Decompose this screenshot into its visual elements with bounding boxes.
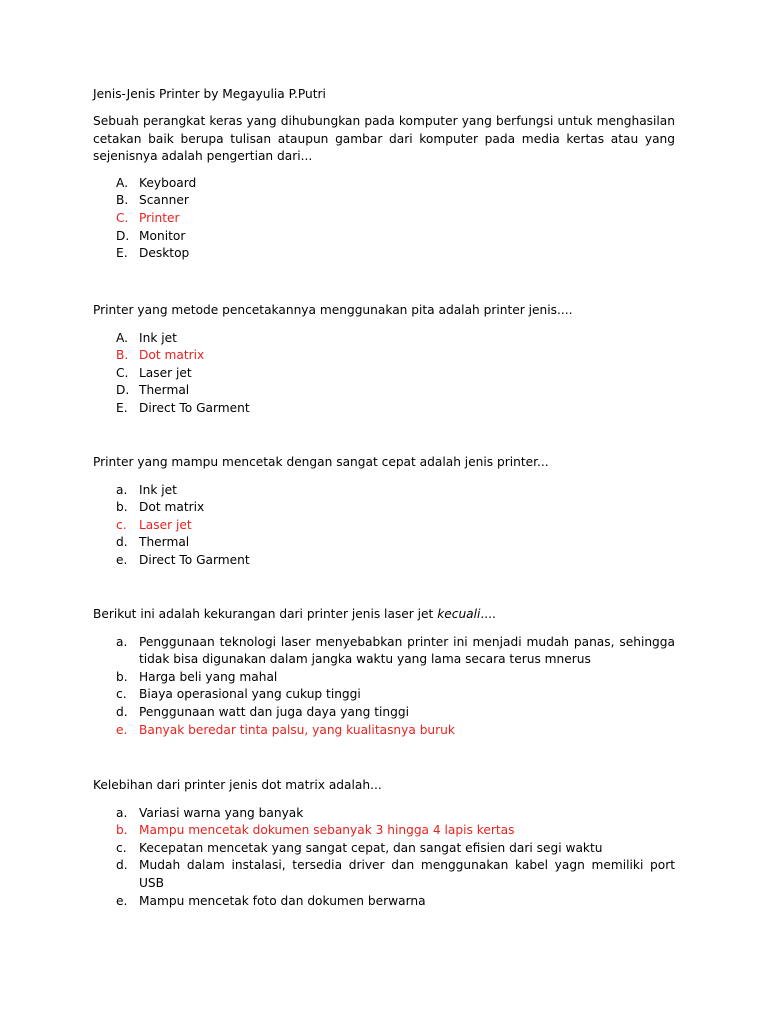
option-text: Direct To Garment bbox=[139, 400, 250, 415]
question-1-option-a bbox=[93, 175, 675, 193]
question-5-options bbox=[93, 805, 675, 911]
option-letter: a. bbox=[116, 482, 128, 497]
question-5-text: Kelebihan dari printer jenis dot matrix adalah... bbox=[93, 778, 382, 792]
option-text: Desktop bbox=[139, 246, 190, 261]
question-3 bbox=[93, 454, 675, 570]
option-letter: b. bbox=[116, 823, 128, 838]
option-letter: D. bbox=[116, 383, 130, 398]
option-text: Ink jet bbox=[139, 330, 177, 345]
question-3-option-b bbox=[93, 499, 675, 517]
question-4-text bbox=[93, 606, 675, 624]
document-title: Jenis-Jenis Printer by Megayulia P.Putri bbox=[93, 87, 326, 101]
question-2-option-e bbox=[93, 400, 675, 418]
option-letter: C. bbox=[116, 210, 129, 225]
option-letter: b. bbox=[116, 669, 128, 684]
question-1-text: Sebuah perangkat keras yang dihubungkan pada komputer yang berfungsi untuk menghasilan cetakan baik berupa tulisan ataupun gambar dari komputer pada media kertas atau yang sejenisnya adalah pengertian dari... bbox=[93, 114, 675, 164]
question-5-option-d bbox=[93, 857, 675, 892]
option-text: Mampu mencetak dokumen sebanyak 3 hingga 4 lapis kertas bbox=[139, 823, 515, 838]
question-1-option-b bbox=[93, 192, 675, 210]
question-5-option-b bbox=[93, 822, 675, 840]
option-letter: C. bbox=[116, 365, 129, 380]
option-letter: E. bbox=[116, 400, 128, 415]
option-text: Laser jet bbox=[139, 365, 192, 380]
option-letter: b. bbox=[116, 500, 128, 515]
option-text: Penggunaan teknologi laser menyebabkan printer ini menjadi mudah panas, sehingga tidak bisa digunakan dalam jangka waktu yang lama secara terus mnerus bbox=[139, 634, 675, 667]
option-text: Mudah dalam instalasi, tersedia driver dan menggunakan kabel yagn memiliki port USB bbox=[139, 858, 675, 890]
question-2 bbox=[93, 302, 675, 418]
option-letter: B. bbox=[116, 193, 129, 208]
question-5-option-e bbox=[93, 893, 675, 911]
question-3-option-d bbox=[93, 534, 675, 552]
question-2-option-a bbox=[93, 330, 675, 348]
option-letter: B. bbox=[116, 348, 129, 363]
option-text: Laser jet bbox=[139, 517, 192, 532]
option-text: Banyak beredar tinta palsu, yang kualitasnya buruk bbox=[139, 722, 455, 737]
option-text: Mampu mencetak foto dan dokumen berwarna bbox=[139, 893, 426, 908]
question-4-option-c bbox=[93, 686, 675, 704]
option-letter: A. bbox=[116, 175, 128, 190]
question-2-options bbox=[93, 330, 675, 418]
option-text: Printer bbox=[139, 210, 180, 225]
question-4-option-d bbox=[93, 704, 675, 722]
question-4-option-b bbox=[93, 669, 675, 687]
option-text: Keyboard bbox=[139, 175, 197, 190]
question-3-text: Printer yang mampu mencetak dengan sangat cepat adalah jenis printer... bbox=[93, 455, 549, 469]
question-2-option-c bbox=[93, 365, 675, 383]
option-letter: E. bbox=[116, 246, 128, 261]
option-text: Variasi warna yang banyak bbox=[139, 805, 304, 820]
question-4-text-emphasis: kecuali bbox=[437, 607, 481, 621]
question-1-options bbox=[93, 175, 675, 263]
option-letter: d. bbox=[116, 535, 128, 550]
question-1-option-e bbox=[93, 245, 675, 263]
option-letter: a. bbox=[116, 805, 128, 820]
question-3-option-a bbox=[93, 482, 675, 500]
option-text: Direct To Garment bbox=[139, 552, 250, 567]
question-1-option-c bbox=[93, 210, 675, 228]
question-4-options bbox=[93, 634, 675, 740]
option-text: Dot matrix bbox=[139, 348, 205, 363]
option-letter: c. bbox=[116, 687, 127, 702]
option-text: Thermal bbox=[139, 535, 190, 550]
question-5-option-c bbox=[93, 840, 675, 858]
question-4-text-end: .... bbox=[480, 607, 496, 621]
option-text: Monitor bbox=[139, 228, 186, 243]
question-5 bbox=[93, 777, 675, 910]
option-letter: e. bbox=[116, 552, 128, 567]
option-letter: c. bbox=[116, 517, 127, 532]
option-text: Biaya operasional yang cukup tinggi bbox=[139, 687, 361, 702]
option-letter: c. bbox=[116, 840, 127, 855]
question-4-option-e bbox=[93, 722, 675, 740]
option-text: Scanner bbox=[139, 193, 189, 208]
option-letter: e. bbox=[116, 893, 128, 908]
question-4 bbox=[93, 606, 675, 739]
question-2-option-b bbox=[93, 347, 675, 365]
option-text: Thermal bbox=[139, 383, 190, 398]
option-letter: D. bbox=[116, 228, 130, 243]
option-letter: d. bbox=[116, 704, 128, 719]
option-text: Harga beli yang mahal bbox=[139, 669, 278, 684]
question-3-option-c bbox=[93, 517, 675, 535]
question-5-option-a bbox=[93, 805, 675, 823]
question-4-text-main: Berikut ini adalah kekurangan dari printer jenis laser jet bbox=[93, 607, 438, 621]
option-text: Kecepatan mencetak yang sangat cepat, dan sangat efisien dari segi waktu bbox=[139, 840, 603, 855]
question-3-options bbox=[93, 482, 675, 570]
option-letter: A. bbox=[116, 330, 128, 345]
option-letter: d. bbox=[116, 858, 128, 873]
option-text: Penggunaan watt dan juga daya yang tinggi bbox=[139, 704, 409, 719]
option-letter: e. bbox=[116, 722, 128, 737]
option-letter: a. bbox=[116, 634, 128, 649]
question-2-text: Printer yang metode pencetakannya menggunakan pita adalah printer jenis.... bbox=[93, 303, 573, 317]
question-1-option-d bbox=[93, 228, 675, 246]
option-text: Dot matrix bbox=[139, 500, 205, 515]
question-2-option-d bbox=[93, 382, 675, 400]
option-text: Ink jet bbox=[139, 482, 177, 497]
question-3-option-e bbox=[93, 552, 675, 570]
question-4-option-a bbox=[93, 634, 675, 669]
question-1 bbox=[93, 113, 675, 263]
